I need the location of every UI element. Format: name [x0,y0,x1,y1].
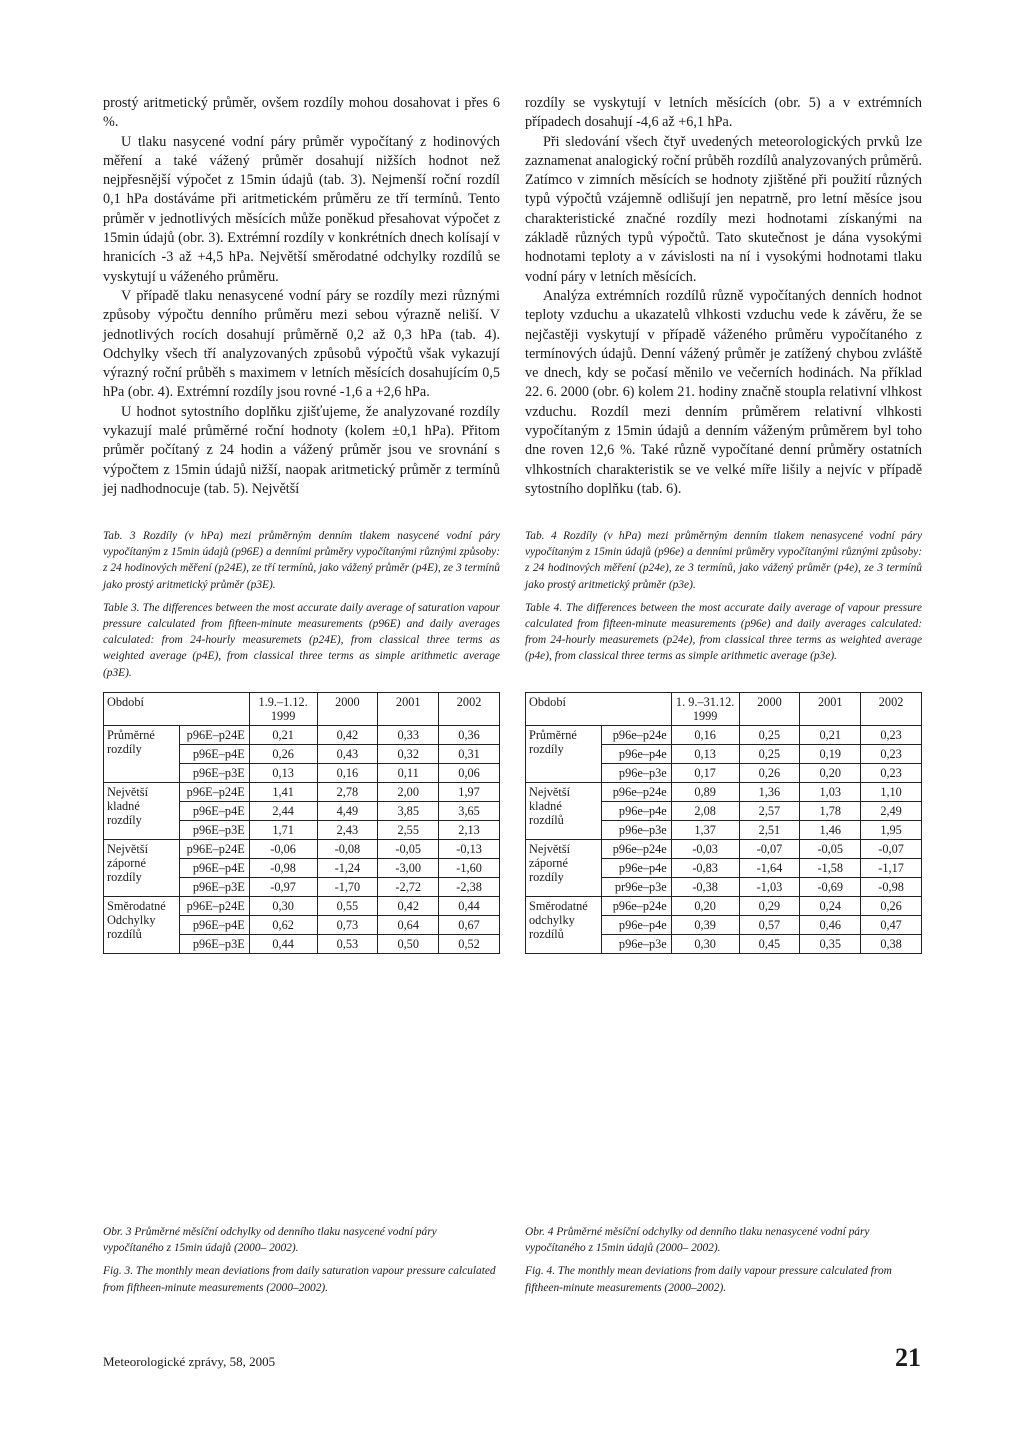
fig4-caption-cz: Obr. 4 Průměrné měsíční odchylky od denního tlaku nenasycené vodní páry vypočítaného z 15min údajů (2000– 2002). [525,1226,870,1255]
table-cell: 4,49 [317,802,378,821]
table-cell: 0,06 [439,764,500,783]
table-cell: 0,35 [800,935,861,954]
table-cell: 0,21 [249,726,317,745]
table4-caption [525,528,922,672]
table-cell: 0,36 [439,726,500,745]
table-cell: 0,23 [861,726,922,745]
table-cell: 0,23 [861,745,922,764]
table-cell: 0,47 [861,916,922,935]
paragraph: rozdíly se vyskytují v letních měsících (obr. 5) a v extrémních případech dosahují -4,6 až +6,1 hPa. [525,95,922,131]
table-cell: -2,38 [439,878,500,897]
table-cell: 0,50 [378,935,439,954]
table-cell: 0,44 [249,935,317,954]
table-cell: -1,03 [739,878,800,897]
table-cell: -0,98 [861,878,922,897]
fig3-caption-en: Fig. 3. The monthly mean deviations from daily saturation vapour pressure calculated from fiftheen-minute measurements (2000–2002). [103,1265,496,1294]
table-header-cell: 2001 [378,693,439,726]
table-cell: 0,57 [739,916,800,935]
table-cell: 0,73 [317,916,378,935]
table-cell: 1,36 [739,783,800,802]
table-cell: -0,05 [378,840,439,859]
table-row [526,726,922,745]
table-cell: 0,89 [671,783,739,802]
table-cell: 0,20 [671,897,739,916]
table-cell: 0,16 [671,726,739,745]
group-label: Směrodatné Odchylky rozdílů [104,897,180,954]
table-cell: 1,41 [249,783,317,802]
page-number: 21 [895,1343,921,1372]
table-header-row [104,693,500,726]
table-cell: 2,49 [861,802,922,821]
table-header-cell: 1.9.–1.12. 1999 [249,693,317,726]
table-cell: 0,13 [671,745,739,764]
table-cell: 2,08 [671,802,739,821]
row-label: p96E–p24E [179,726,249,745]
table-cell: 0,11 [378,764,439,783]
table-cell: 1,37 [671,821,739,840]
table-cell: 0,21 [800,726,861,745]
row-label: p96E–p24E [179,897,249,916]
table-cell: 0,24 [800,897,861,916]
row-label: p96E–p24E [179,840,249,859]
table4-caption-cz: Tab. 4 Rozdíly (v hPa) mezi průměrným denním tlakem nenasycené vodní páry vypočítaným z 15min údajů (p96e) a denními průměry vypočítanými různými způsoby: z 24 hodinových měření (p24e), ze 3 termínů, jako vážený průměr (p4e), ze 3 termínů jako prostý aritmetický průměr (p3e). [525,530,922,591]
table-cell: 0,42 [378,897,439,916]
table-cell: 0,26 [739,764,800,783]
table-header-row [526,693,922,726]
table-cell: 1,10 [861,783,922,802]
row-label: p96E–p3E [179,935,249,954]
group-label: Největší záporné rozdíly [526,840,602,897]
table-cell: 0,25 [739,726,800,745]
table4-caption-en: Table 4. The differences between the most accurate daily average of vapour pressure calculated from fifteen-minute measurements (p96e) and daily averages calculated: from 24-hourly measuremets (p24e), from classical three terms as weighted average (p4e), from classical three terms as simple arithmetic average (p3e). [525,601,922,663]
table-cell: 0,39 [671,916,739,935]
group-label: Průměrné rozdíly [104,726,180,783]
table-cell: 3,85 [378,802,439,821]
table-header-cell: 2002 [861,693,922,726]
table-cell: 2,00 [378,783,439,802]
table-cell: -0,03 [671,840,739,859]
table-cell: 0,38 [861,935,922,954]
table-cell: 2,57 [739,802,800,821]
group-label: Průměrné rozdíly [526,726,602,783]
table-cell: 1,46 [800,821,861,840]
table-row [526,897,922,916]
row-label: p96E–p4E [179,745,249,764]
table-cell: -0,07 [861,840,922,859]
table-cell: 0,64 [378,916,439,935]
table-row [104,897,500,916]
row-label: p96e–p24e [601,783,671,802]
row-label: p96E–p4E [179,859,249,878]
table-cell: -0,83 [671,859,739,878]
table-header-cell: 2001 [800,693,861,726]
table-cell: 1,78 [800,802,861,821]
table-cell: 0,42 [317,726,378,745]
table-cell: 0,30 [249,897,317,916]
left-column-text [103,94,500,499]
table-cell: 0,55 [317,897,378,916]
group-label: Největší záporné rozdíly [104,840,180,897]
table-cell: -2,72 [378,878,439,897]
row-label: p96e–p4e [601,916,671,935]
table-cell: 0,17 [671,764,739,783]
paragraph: Při sledování všech čtyř uvedených meteorologických prvků lze zaznamenat analogický roční průběh rozdílů analyzovaných průměrů. Zatímco v zimních měsících se hodnoty zjištěné při použití různých typů výpočtů vzájemně odlišují jen nepatrně, pro letní měsíce jsou charakteristické značné rozdíly mezi hodnotami získanými na základě různých typů výpočtů. Tato skutečnost je dána vysokými hodnotami teploty a v závislosti na ní i vysokými hodnotami tlaku vodní páry v letních měsících. [525,133,922,285]
table-cell: 0,20 [800,764,861,783]
table-cell: -3,00 [378,859,439,878]
table-cell: 0,23 [861,764,922,783]
table-cell: -0,98 [249,859,317,878]
row-label: pr96e–p3e [601,878,671,897]
row-label: p96e–p4e [601,745,671,764]
table-row [526,783,922,802]
table-cell: -0,07 [739,840,800,859]
table-row [104,726,500,745]
table-header-cell: 1. 9.–31.12. 1999 [671,693,739,726]
table3-caption [103,528,500,688]
row-label: p96e–p3e [601,821,671,840]
table-row [104,840,500,859]
paragraph: V případě tlaku nenasycené vodní páry se rozdíly mezi různými způsoby výpočtu denního průměru mezi sebou výrazně neliší. V jednotlivých rocích dosahují průměrně 0,2 až 0,3 hPa (tab. 4). Odchylky všech tří analyzovaných způsobů výpočtů však vykazují výrazný roční průběh s maximem v letních měsících dosahujícím 0,5 hPa (obr. 4). Extrémní rozdíly jsou rovné -1,6 a +2,6 hPa. [103,287,500,401]
table-header-cell: 2002 [439,693,500,726]
table-cell: 0,44 [439,897,500,916]
table-cell: 0,29 [739,897,800,916]
table-header-cell: 2000 [317,693,378,726]
table-cell: -0,06 [249,840,317,859]
group-label: Směrodatné odchylky rozdílů [526,897,602,954]
row-label: p96e–p24e [601,840,671,859]
row-label: p96E–p3E [179,821,249,840]
paragraph: prostý aritmetický průměr, ovšem rozdíly mohou dosahovat i přes 6 %. [103,95,500,131]
table-cell: 0,26 [861,897,922,916]
table-row [526,840,922,859]
table-cell: -1,60 [439,859,500,878]
fig3-caption [103,1224,500,1303]
row-label: p96e–p4e [601,859,671,878]
row-label: p96e–p4e [601,802,671,821]
group-label: Největší kladné rozdíly [104,783,180,840]
table-cell: 0,26 [249,745,317,764]
table-cell: -1,17 [861,859,922,878]
table-cell: 1,97 [439,783,500,802]
row-label: p96e–p24e [601,897,671,916]
table-cell: 2,51 [739,821,800,840]
table-cell: -1,58 [800,859,861,878]
row-label: p96E–p4E [179,916,249,935]
table3-caption-en: Table 3. The differences between the most accurate daily average of saturation vapour pressure calculated from fifteen-minute measurements (p96E) and daily averages calculated: from 24-hourly measuremets (p24E), from classical three terms as weighted average (p4E), from classical three terms as simple arithmetic average (p3E). [103,601,500,679]
table-cell: 0,33 [378,726,439,745]
row-label: p96E–p3E [179,764,249,783]
table-cell: 0,32 [378,745,439,764]
table-cell: 2,43 [317,821,378,840]
paragraph: U hodnot sytostního doplňku zjišťujeme, že analyzované rozdíly vykazují malé průměrné roční hodnoty (kolem ±0,1 hPa). Přitom průměr počítaný z 24 hodin a vážený průměr jsou ve srovnání s výpočtem z 15min údajů nižší, naopak aritmetický průměr z termínů jej nadhodnocuje (tab. 5). Největší [103,403,500,497]
fig4-caption [525,1224,922,1303]
journal-footer: Meteorologické zprávy, 58, 2005 [103,1354,276,1369]
row-label: p96E–p3E [179,878,249,897]
table-row [104,783,500,802]
table-cell: 0,13 [249,764,317,783]
table-cell: -1,24 [317,859,378,878]
table-cell: 0,53 [317,935,378,954]
table-cell: 0,16 [317,764,378,783]
table-cell: -0,08 [317,840,378,859]
table-cell: -0,69 [800,878,861,897]
table-cell: 2,78 [317,783,378,802]
table-cell: -1,70 [317,878,378,897]
table-cell: -1,64 [739,859,800,878]
row-label: p96e–p3e [601,764,671,783]
table-cell: 0,30 [671,935,739,954]
table-cell: 0,46 [800,916,861,935]
table-cell: 0,25 [739,745,800,764]
table3-caption-cz: Tab. 3 Rozdíly (v hPa) mezi průměrným denním tlakem nasycené vodní páry vypočítaným z 15min údajů (p96E) a denními průměry vypočítanými různými způsoby: z 24 hodinových měření (p24E), ze tří termínů, jako vážený průměr (p4E), ze 3 termínů jako prostý aritmetický průměr (p3E). [103,530,500,591]
table-header-cell: Období [526,693,672,726]
table-cell: 0,52 [439,935,500,954]
table-cell: 0,45 [739,935,800,954]
table-cell: 2,44 [249,802,317,821]
table-cell: -0,97 [249,878,317,897]
table-cell: 1,03 [800,783,861,802]
table-cell: 1,95 [861,821,922,840]
table-cell: 0,62 [249,916,317,935]
group-label: Největší kladné rozdílů [526,783,602,840]
fig4-caption-en: Fig. 4. The monthly mean deviations from daily vapour pressure calculated from fiftheen-minute measurements (2000–2002). [525,1265,892,1294]
table-cell: 0,67 [439,916,500,935]
table-cell: 2,13 [439,821,500,840]
table-cell: -0,38 [671,878,739,897]
table-cell: 0,31 [439,745,500,764]
table-cell: -0,05 [800,840,861,859]
table-cell: 1,71 [249,821,317,840]
paragraph: Analýza extrémních rozdílů různě vypočítaných denních hodnot teploty vzduchu a ukazatelů vlhkosti vzduchu vede k závěru, že se nejčastěji vyskytují v případě váženého průměru vypočítaného z termínových údajů. Denní vážený průměr je zatížený chybou zvláště ve dnech, kdy se počasí měnilo ve večerních hodinách. Na příklad 22. 6. 2000 (obr. 6) kolem 21. hodiny značně stoupla relativní vlhkost vzduchu. Rozdíl mezi denním průměrem relativní vlhkosti vypočítaným z 15min údajů a denním váženým průměrem byl toho dne roven 12,6 %. Také různě vypočítané denní průměry ostatních vlhkostních charakteristik se ve velké míře lišily a nejvíc v případě sytostního doplňku (tab. 6). [525,287,922,497]
paragraph: U tlaku nasycené vodní páry průměr vypočítaný z hodinových měření a také vážený průměr dosahují nižších hodnot než nejpřesnější výpočet z 15min údajů (tab. 3). Nejmenší roční rozdíl 0,1 hPa dostáváme při aritmetickém průměru ze tří termínů. Tento průměr v jednotlivých měsících může poněkud přesahovat výpočet z 15min údajů (obr. 3). Extrémní rozdíly v konkrétních dnech kolísají v hranicích -3 až +4,5 hPa. Největší směrodatné odchylky rozdílů se vyskytují u váženého průměru. [103,133,500,285]
table4 [525,692,922,954]
fig3-caption-cz: Obr. 3 Průměrné měsíční odchylky od denního tlaku nasycené vodní páry vypočítaného z 15min údajů (2000– 2002). [103,1226,437,1255]
row-label: p96e–p24e [601,726,671,745]
table-cell: 2,55 [378,821,439,840]
row-label: p96E–p24E [179,783,249,802]
table-cell: 0,19 [800,745,861,764]
table-cell: -0,13 [439,840,500,859]
table-header-cell: Období [104,693,250,726]
row-label: p96E–p4E [179,802,249,821]
table-cell: 3,65 [439,802,500,821]
table3 [103,692,500,954]
table-header-cell: 2000 [739,693,800,726]
table-cell: 0,43 [317,745,378,764]
row-label: p96e–p3e [601,935,671,954]
right-column-text [525,94,922,499]
